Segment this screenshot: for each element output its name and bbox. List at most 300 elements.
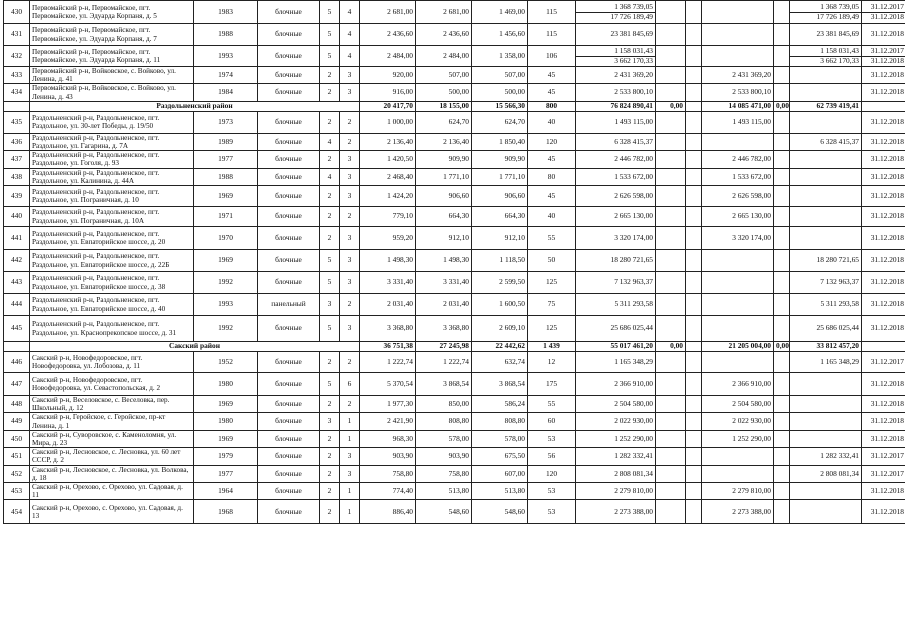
row-number: 443 <box>4 272 30 294</box>
wall-material: блочные <box>258 186 320 207</box>
living-area: 3 368,80 <box>416 316 472 342</box>
total-cost: 2 808 081,34 <box>576 465 656 482</box>
blank-col <box>686 342 702 352</box>
blank-col <box>686 67 702 84</box>
address-cell: Сакский р-н, Лесновское, с. Лесновка, ул. 60 лет СССР, д. 2 <box>30 448 194 465</box>
blank-col <box>686 1 702 24</box>
residents-count: 175 <box>528 373 576 396</box>
completion-date: 31.12.2018 <box>862 500 905 524</box>
total-area: 968,30 <box>360 430 416 447</box>
residential-area: 513,80 <box>472 483 528 500</box>
capital-repair-cost: 1 493 115,00 <box>702 111 774 133</box>
entrances-count: 1 <box>340 500 360 524</box>
residents-count: 55 <box>528 396 576 413</box>
capital-repair-cost: 1 533 672,00 <box>702 168 774 185</box>
fund-cost <box>656 396 686 413</box>
wall-material: блочные <box>258 84 320 101</box>
row-number: 431 <box>4 24 30 46</box>
year-built: 1974 <box>194 67 258 84</box>
row-number: 439 <box>4 186 30 207</box>
completion-date: 31.12.2018 <box>862 373 905 396</box>
floors-count: 2 <box>320 483 340 500</box>
fund-cost <box>656 430 686 447</box>
owner-cost <box>790 207 862 227</box>
total-area: 1 420,50 <box>360 151 416 168</box>
total-area: 1 977,30 <box>360 396 416 413</box>
year-built: 1969 <box>194 396 258 413</box>
year-built: 1980 <box>194 413 258 430</box>
year-built: 1964 <box>194 483 258 500</box>
total-area: 1 498,30 <box>360 250 416 272</box>
owner-cost: 7 132 963,37 <box>790 272 862 294</box>
residential-area: 1 358,00 <box>472 46 528 67</box>
living-area: 27 245,98 <box>416 342 472 352</box>
row-number: 454 <box>4 500 30 524</box>
table-row <box>4 24 905 46</box>
capital-repair-cost: 14 085 471,00 <box>702 101 774 111</box>
residents-count: 50 <box>528 250 576 272</box>
wall-material: блочные <box>258 430 320 447</box>
completion-date: 31.12.2018 <box>862 67 905 84</box>
total-area: 2 681,00 <box>360 1 416 24</box>
fund-cost <box>656 24 686 46</box>
residents-count: 800 <box>528 101 576 111</box>
owner-cost: 2 808 081,34 <box>790 465 862 482</box>
table-row <box>4 500 905 524</box>
other-cost <box>774 430 790 447</box>
total-cost: 2 279 810,00 <box>576 483 656 500</box>
year-built: 1979 <box>194 448 258 465</box>
floors-count: 2 <box>320 465 340 482</box>
total-cost-line: 1 368 739,05 <box>576 3 655 13</box>
total-cost: 1 282 332,41 <box>576 448 656 465</box>
row-number: 444 <box>4 294 30 316</box>
table-row <box>4 373 905 396</box>
living-area: 2 484,00 <box>416 46 472 67</box>
floors-count: 3 <box>320 294 340 316</box>
total-cost: 55 017 461,20 <box>576 342 656 352</box>
fund-cost <box>656 133 686 150</box>
entrances-count: 2 <box>340 133 360 150</box>
other-cost <box>774 133 790 150</box>
entrances-count: 2 <box>340 396 360 413</box>
living-area: 850,00 <box>416 396 472 413</box>
total-cost: 2 504 580,00 <box>576 396 656 413</box>
address-cell: Раздольненский р-н, Раздольненское, пгт. Раздольное, ул. Евпаторийское шоссе, д. 22Б <box>30 250 194 272</box>
capital-repair-cost: 2 504 580,00 <box>702 396 774 413</box>
blank-col <box>686 294 702 316</box>
other-cost <box>774 272 790 294</box>
owner-cost: 18 280 721,65 <box>790 250 862 272</box>
table-row <box>4 250 905 272</box>
fund-cost <box>656 448 686 465</box>
residents-count: 125 <box>528 272 576 294</box>
residents-count: 60 <box>528 413 576 430</box>
floors-count: 5 <box>320 373 340 396</box>
wall-material: блочные <box>258 151 320 168</box>
wall-material: блочные <box>258 207 320 227</box>
completion-date <box>862 1 905 24</box>
residential-area: 1 600,50 <box>472 294 528 316</box>
year-built: 1993 <box>194 46 258 67</box>
capital-repair-cost: 2 273 388,00 <box>702 500 774 524</box>
fund-cost <box>656 67 686 84</box>
fund-cost: 0,00 <box>656 342 686 352</box>
floors-count: 5 <box>320 272 340 294</box>
completion-date: 31.12.2018 <box>862 483 905 500</box>
entrances-count: 1 <box>340 413 360 430</box>
other-cost <box>774 413 790 430</box>
owner-cost <box>790 500 862 524</box>
year-built: 1988 <box>194 24 258 46</box>
total-area: 916,00 <box>360 84 416 101</box>
address-cell: Первомайский р-н, Первомайское, пгт. Первомайское, ул. Эдуарда Корпаня, д. 7 <box>30 24 194 46</box>
total-area: 2 031,40 <box>360 294 416 316</box>
completion-date: 31.12.2018 <box>862 84 905 101</box>
table-row <box>4 465 905 482</box>
other-cost <box>774 111 790 133</box>
year-built: 1968 <box>194 500 258 524</box>
total-area: 920,00 <box>360 67 416 84</box>
floors-count: 2 <box>320 186 340 207</box>
owner-cost <box>790 373 862 396</box>
total-cost: 2 366 910,00 <box>576 373 656 396</box>
fund-cost <box>656 207 686 227</box>
address-cell: Сакский р-н, Орехово, с. Орехово, ул. Садовая, д. 13 <box>30 500 194 524</box>
blank-col <box>686 316 702 342</box>
row-number: 432 <box>4 46 30 67</box>
floors-count: 2 <box>320 84 340 101</box>
total-cost <box>576 1 656 24</box>
region-total-row <box>4 101 905 111</box>
owner-cost: 1 282 332,41 <box>790 448 862 465</box>
table-row <box>4 84 905 101</box>
entrances-count: 3 <box>340 67 360 84</box>
region-total-row <box>4 342 905 352</box>
owner-cost: 62 739 419,41 <box>790 101 862 111</box>
owner-cost <box>790 227 862 250</box>
owner-cost-line: 17 726 189,49 <box>816 11 859 21</box>
capital-repair-cost <box>702 250 774 272</box>
total-cost: 2 431 369,20 <box>576 67 656 84</box>
residential-area: 2 609,10 <box>472 316 528 342</box>
fund-cost <box>656 316 686 342</box>
total-cost: 3 320 174,00 <box>576 227 656 250</box>
wall-material: блочные <box>258 1 320 24</box>
living-area: 903,90 <box>416 448 472 465</box>
wall-material: блочные <box>258 168 320 185</box>
wall-material: панельный <box>258 294 320 316</box>
address-cell: Сакский р-н, Геройское, с. Геройское, пр-кт Ленина, д. 1 <box>30 413 194 430</box>
floors-count: 2 <box>320 430 340 447</box>
blank-col <box>686 483 702 500</box>
blank-col <box>686 84 702 101</box>
wall-material: блочные <box>258 448 320 465</box>
completion-date: 31.12.2018 <box>862 250 905 272</box>
fund-cost <box>656 1 686 24</box>
blank-col <box>686 151 702 168</box>
row-number: 438 <box>4 168 30 185</box>
residents-count: 120 <box>528 133 576 150</box>
blank-col <box>686 448 702 465</box>
residential-area: 3 868,54 <box>472 373 528 396</box>
table-row <box>4 111 905 133</box>
entrances-count: 3 <box>340 316 360 342</box>
other-cost <box>774 1 790 24</box>
empty-cell <box>4 101 30 111</box>
table-row <box>4 186 905 207</box>
blank-col <box>686 111 702 133</box>
address-cell: Раздольненский р-н, Раздольненское, пгт. Раздольное, ул. Евпаторийское шоссе, д. 20 <box>30 227 194 250</box>
other-cost <box>774 67 790 84</box>
total-cost-line: 3 662 170,33 <box>614 55 653 65</box>
completion-date: 31.12.2018 <box>862 294 905 316</box>
fund-cost <box>656 84 686 101</box>
fund-cost <box>656 352 686 373</box>
capital-repair-cost <box>702 294 774 316</box>
entrances-count: 1 <box>340 483 360 500</box>
other-cost <box>774 168 790 185</box>
address-cell: Первомайский р-н, Первомайское, пгт. Первомайское, ул. Эдуарда Корпаня, д. 11 <box>30 46 194 67</box>
total-area: 20 417,70 <box>360 101 416 111</box>
living-area: 18 155,00 <box>416 101 472 111</box>
living-area: 513,80 <box>416 483 472 500</box>
floors-count: 5 <box>320 1 340 24</box>
total-area: 779,10 <box>360 207 416 227</box>
other-cost <box>774 373 790 396</box>
entrances-count: 3 <box>340 186 360 207</box>
table-row <box>4 430 905 447</box>
region-name: Сакский район <box>30 342 360 352</box>
living-area: 578,00 <box>416 430 472 447</box>
row-number: 441 <box>4 227 30 250</box>
total-area: 1 222,74 <box>360 352 416 373</box>
residents-count: 56 <box>528 448 576 465</box>
entrances-count: 3 <box>340 84 360 101</box>
address-cell: Раздольненский р-н, Раздольненское, пгт. Раздольное, ул. Калинина, д. 44А <box>30 168 194 185</box>
residential-area: 675,50 <box>472 448 528 465</box>
year-built: 1977 <box>194 151 258 168</box>
capital-repair-cost <box>702 46 774 67</box>
blank-col <box>686 413 702 430</box>
residents-count: 45 <box>528 151 576 168</box>
other-cost <box>774 227 790 250</box>
total-cost: 2 533 800,10 <box>576 84 656 101</box>
total-cost: 6 328 415,37 <box>576 133 656 150</box>
completion-date-line: 31.12.2017 <box>862 47 905 57</box>
row-number: 430 <box>4 1 30 24</box>
address-cell: Раздольненский р-н, Раздольненское, пгт. Раздольное, ул. Гоголя, д. 93 <box>30 151 194 168</box>
total-area: 2 136,40 <box>360 133 416 150</box>
year-built: 1989 <box>194 133 258 150</box>
capital-repair-cost: 2 366 910,00 <box>702 373 774 396</box>
living-area: 548,60 <box>416 500 472 524</box>
wall-material: блочные <box>258 373 320 396</box>
capital-repair-cost: 2 446 782,00 <box>702 151 774 168</box>
total-cost: 1 165 348,29 <box>576 352 656 373</box>
residents-count: 53 <box>528 483 576 500</box>
total-cost-line: 1 158 031,43 <box>576 47 655 57</box>
entrances-count: 3 <box>340 168 360 185</box>
address-cell: Сакский р-н, Лесновское, с. Лесновка, ул. Волкова, д. 18 <box>30 465 194 482</box>
blank-col <box>686 272 702 294</box>
blank-col <box>686 465 702 482</box>
completion-date: 31.12.2017 <box>862 448 905 465</box>
entrances-count: 3 <box>340 227 360 250</box>
fund-cost <box>656 151 686 168</box>
other-cost <box>774 316 790 342</box>
capital-repair-cost: 21 205 004,00 <box>702 342 774 352</box>
owner-cost <box>790 483 862 500</box>
fund-cost <box>656 272 686 294</box>
other-cost <box>774 483 790 500</box>
entrances-count: 3 <box>340 151 360 168</box>
total-cost: 2 022 930,00 <box>576 413 656 430</box>
blank-col <box>686 24 702 46</box>
owner-cost: 6 328 415,37 <box>790 133 862 150</box>
floors-count: 5 <box>320 24 340 46</box>
living-area: 3 331,40 <box>416 272 472 294</box>
row-number: 447 <box>4 373 30 396</box>
residents-count: 120 <box>528 465 576 482</box>
owner-cost <box>790 186 862 207</box>
blank-col <box>686 430 702 447</box>
living-area: 500,00 <box>416 84 472 101</box>
capital-repair-cost <box>702 133 774 150</box>
total-area: 1 424,20 <box>360 186 416 207</box>
blank-col <box>686 250 702 272</box>
date-empty <box>862 342 905 352</box>
total-cost: 1 493 115,00 <box>576 111 656 133</box>
other-cost <box>774 352 790 373</box>
residential-area: 500,00 <box>472 84 528 101</box>
table-row <box>4 46 905 67</box>
total-area: 36 751,38 <box>360 342 416 352</box>
owner-cost <box>790 67 862 84</box>
other-cost <box>774 465 790 482</box>
completion-date: 31.12.2018 <box>862 316 905 342</box>
living-area: 909,90 <box>416 151 472 168</box>
floors-count: 2 <box>320 111 340 133</box>
living-area: 2 031,40 <box>416 294 472 316</box>
year-built: 1980 <box>194 373 258 396</box>
residential-area: 15 566,30 <box>472 101 528 111</box>
residents-count: 125 <box>528 316 576 342</box>
wall-material: блочные <box>258 46 320 67</box>
address-cell: Раздольненский р-н, Раздольненское, пгт. Раздольное, ул. Гагарина, д. 7А <box>30 133 194 150</box>
completion-date: 31.12.2018 <box>862 430 905 447</box>
owner-cost: 1 165 348,29 <box>790 352 862 373</box>
housing-repair-table <box>3 0 905 524</box>
wall-material: блочные <box>258 500 320 524</box>
residential-area: 906,60 <box>472 186 528 207</box>
capital-repair-cost: 2 626 598,00 <box>702 186 774 207</box>
address-cell: Сакский р-н, Суворовское, с. Каменоломня, ул. Мира, д. 23 <box>30 430 194 447</box>
residential-area: 548,60 <box>472 500 528 524</box>
other-cost: 0,00 <box>774 101 790 111</box>
floors-count: 2 <box>320 227 340 250</box>
residential-area: 624,70 <box>472 111 528 133</box>
floors-count: 3 <box>320 413 340 430</box>
total-cost: 76 824 890,41 <box>576 101 656 111</box>
total-cost: 1 252 290,00 <box>576 430 656 447</box>
row-number: 433 <box>4 67 30 84</box>
owner-cost-line: 1 158 031,43 <box>790 47 861 57</box>
row-number: 449 <box>4 413 30 430</box>
residents-count: 115 <box>528 1 576 24</box>
address-cell: Первомайский р-н, Войковское, с. Войково, ул. Ленина, д. 43 <box>30 84 194 101</box>
other-cost: 0,00 <box>774 342 790 352</box>
completion-date: 31.12.2018 <box>862 151 905 168</box>
floors-count: 2 <box>320 67 340 84</box>
floors-count: 2 <box>320 448 340 465</box>
total-cost: 5 311 293,58 <box>576 294 656 316</box>
row-number: 434 <box>4 84 30 101</box>
table-row <box>4 448 905 465</box>
total-area: 2 421,90 <box>360 413 416 430</box>
capital-repair-cost: 2 533 800,10 <box>702 84 774 101</box>
fund-cost <box>656 186 686 207</box>
floors-count: 2 <box>320 207 340 227</box>
fund-cost <box>656 46 686 67</box>
table-row <box>4 207 905 227</box>
owner-cost-line: 3 662 170,33 <box>820 55 859 65</box>
row-number: 437 <box>4 151 30 168</box>
other-cost <box>774 46 790 67</box>
total-cost: 25 686 025,44 <box>576 316 656 342</box>
entrances-count: 2 <box>340 294 360 316</box>
total-area: 2 468,40 <box>360 168 416 185</box>
floors-count: 5 <box>320 46 340 67</box>
completion-date: 31.12.2018 <box>862 133 905 150</box>
floors-count: 4 <box>320 168 340 185</box>
wall-material: блочные <box>258 250 320 272</box>
capital-repair-cost: 2 665 130,00 <box>702 207 774 227</box>
blank-col <box>686 373 702 396</box>
living-area: 758,80 <box>416 465 472 482</box>
wall-material: блочные <box>258 133 320 150</box>
table-row <box>4 483 905 500</box>
wall-material: блочные <box>258 465 320 482</box>
completion-date: 31.12.2018 <box>862 24 905 46</box>
table-row <box>4 352 905 373</box>
address-cell: Раздольненский р-н, Раздольненское, пгт. Раздольное, ул. Евпаторийское шоссе, д. 38 <box>30 272 194 294</box>
floors-count: 5 <box>320 250 340 272</box>
residential-area: 632,74 <box>472 352 528 373</box>
completion-date-line: 31.12.2018 <box>870 11 904 21</box>
other-cost <box>774 207 790 227</box>
capital-repair-cost <box>702 1 774 24</box>
completion-date-line: 31.12.2018 <box>870 55 904 65</box>
living-area: 808,80 <box>416 413 472 430</box>
residential-area: 22 442,62 <box>472 342 528 352</box>
entrances-count: 2 <box>340 352 360 373</box>
table-row <box>4 413 905 430</box>
total-cost: 1 533 672,00 <box>576 168 656 185</box>
other-cost <box>774 151 790 168</box>
total-cost: 18 280 721,65 <box>576 250 656 272</box>
total-cost-line: 17 726 189,49 <box>610 11 653 21</box>
floors-count: 2 <box>320 151 340 168</box>
residential-area: 1 456,60 <box>472 24 528 46</box>
capital-repair-cost <box>702 316 774 342</box>
completion-date: 31.12.2018 <box>862 413 905 430</box>
address-cell: Раздольненский р-н, Раздольненское, пгт. Раздольное, ул. Евпаторийское шоссе, д. 40 <box>30 294 194 316</box>
owner-cost: 33 812 457,20 <box>790 342 862 352</box>
date-empty <box>862 101 905 111</box>
other-cost <box>774 396 790 413</box>
residents-count: 106 <box>528 46 576 67</box>
